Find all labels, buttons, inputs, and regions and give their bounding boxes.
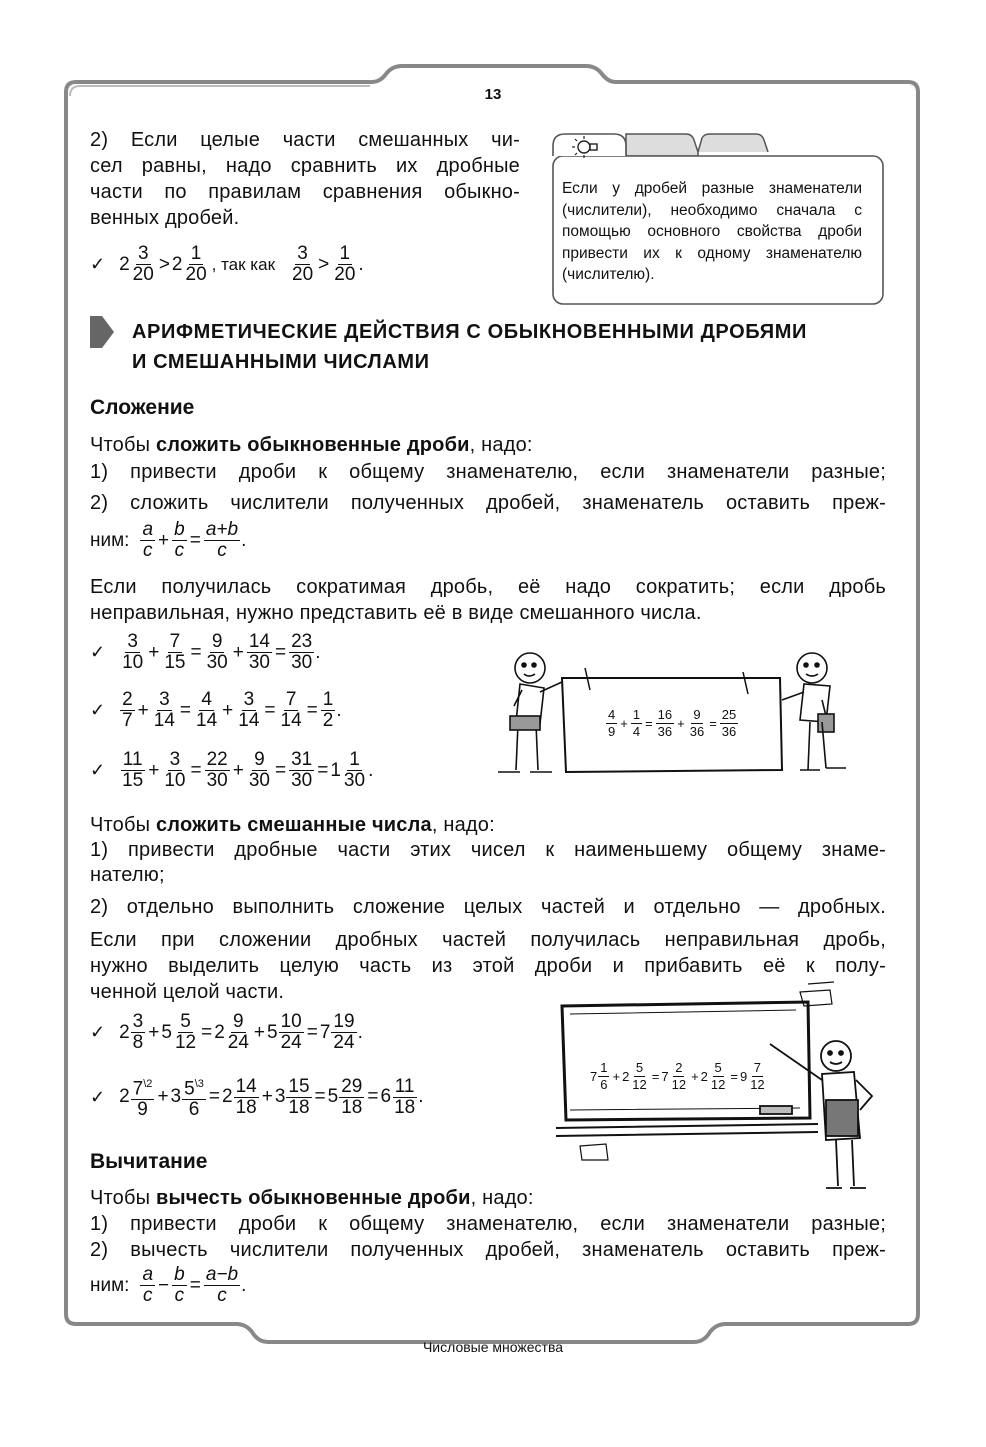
sheet-formula: $\frac{4}{9}$ + $\frac{1}{4}$ = $\frac{16}{36}$ + $\frac{9}{36}$ = $\frac{25}{36}$ [608,707,737,739]
mixed-intro: Чтобы сложить смешанные числа, надо: [90,814,495,836]
tip-text: Если у дробей разные знаменатели (числители), необходимо сначала с помощью основного свойства дроби привести их к одному знаменателю (числителю). [562,180,862,283]
mixed-note: нужно выделить целую часть из этой дроби и прибавить её к полу- [90,955,886,977]
play-arrow-icon [90,316,114,348]
addition-note: Если получилась сократимая дробь, её надо сократить; если дробь [90,576,886,598]
rule2-example: ✓ 2 $\frac{3}{20}$ > 2 $\frac{1}{20}$ , так как $\frac{3}{20}$ > $\frac{1}{20}$ . [90,243,364,285]
check-icon: ✓ [90,1022,106,1042]
section-title: И СМЕШАННЫМИ ЧИСЛАМИ [132,351,430,373]
addition-formula: ним: $\frac{a}{c}$ + $\frac{b}{c}$ = $\frac{a+b}{c}$ . [90,519,247,561]
subtraction-intro: Чтобы вычесть обыкновенные дроби, надо: [90,1187,534,1209]
footer-title: Числовые множества [422,1339,564,1355]
check-icon: ✓ [90,760,106,780]
mixed-note: ченной целой части. [90,981,285,1003]
subtraction-formula: ним: $\frac{a}{c}$ − $\frac{b}{c}$ = $\frac{a-b}{c}$ . [90,1264,247,1306]
rule2-line: сел равны, надо сравнить их дробные [90,155,520,177]
mixed-step1: нателю; [90,864,165,886]
addition-example-3: ✓ $\frac{11}{15}$ + $\frac{3}{10}$ = $\frac{22}{30}$ + $\frac{9}{30}$ = $\frac{31}{30}$ = 1 $\frac{1}{30}$ . [90,749,374,791]
check-icon: ✓ [90,642,106,662]
mixed-step2: 2) отдельно выполнить сложение целых частей и отдельно — дробных. [90,896,886,918]
subtraction-step2: 2) вычесть числители полученных дробей, знаменатель оставить преж- [90,1239,886,1261]
addition-heading: Сложение [90,396,195,419]
fraction: $\frac{3}{20}$ [292,243,314,285]
rule2-line: венных дробей. [90,207,240,229]
check-icon: ✓ [90,254,106,274]
addition-note: неправильная, нужно представить её в виде смешанного числа. [90,602,702,624]
check-icon: ✓ [90,1086,106,1107]
mixed-step1: 1) привести дробные части этих чисел к наименьшему общему знаме- [90,839,886,861]
rule2-line: 2) Если целые части смешанных чи- [90,129,520,151]
blackboard-formula: 7 $\frac{1}{6}$ + 2 $\frac{5}{12}$ = 7 $\frac{2}{12}$ + 2 $\frac{5}{12}$ = 9 $\frac{7}{12}$ [590,1060,765,1092]
addition-step2: 2) сложить числители полученных дробей, знаменатель оставить преж- [90,492,886,514]
addition-example-1: ✓ $\frac{3}{10}$ + $\frac{7}{15}$ = $\frac{9}{30}$ + $\frac{14}{30}$ = $\frac{23}{30}$ . [90,631,321,673]
rule2-line: части по правилам сравнения обыкно- [90,181,520,203]
mixed-example-1: ✓ 2 $\frac{3}{8}$ + 5 $\frac{5}{12}$ = 2 $\frac{9}{24}$ + 5 $\frac{10}{24}$ = 7 $\frac{19}{24}$ . [90,1011,363,1053]
section-title: АРИФМЕТИЧЕСКИЕ ДЕЙСТВИЯ С ОБЫКНОВЕННЫМИ ДРОБЯМИ [132,321,807,343]
subtraction-step1: 1) привести дроби к общему знаменателю, если знаменатели разные; [90,1213,886,1235]
subtraction-heading: Вычитание [90,1150,208,1173]
addition-intro: Чтобы сложить обыкновенные дроби, надо: [90,434,533,456]
page-number: 13 [484,86,502,103]
check-icon: ✓ [90,700,106,720]
addition-example-2: ✓ $\frac{2}{7}$ + $\frac{3}{14}$ = $\frac{4}{14}$ + $\frac{3}{14}$ = $\frac{7}{14}$ = $\frac{1}{2}$ . [90,689,342,731]
whole: 2 [119,253,130,275]
addition-step1: 1) привести дроби к общему знаменателю, если знаменатели разные; [90,461,886,483]
mixed-note: Если при сложении дробных частей получилась неправильная дробь, [90,929,886,951]
fraction: $\frac{1}{20}$ [185,243,207,285]
fraction: $\frac{1}{20}$ [334,243,356,285]
fraction: $\frac{3}{20}$ [132,243,154,285]
mixed-example-2: ✓ 2 $\frac{7^{\backslash 2}}{9}$ + 3 $\frac{5^{\backslash 3}}{6}$ = 2 $\frac{14}{18}$ + 3 $\frac{15}{18}$ = 5 $\frac{29}{18}$ = 6 $\frac{11}{18}$ . [90,1075,424,1121]
